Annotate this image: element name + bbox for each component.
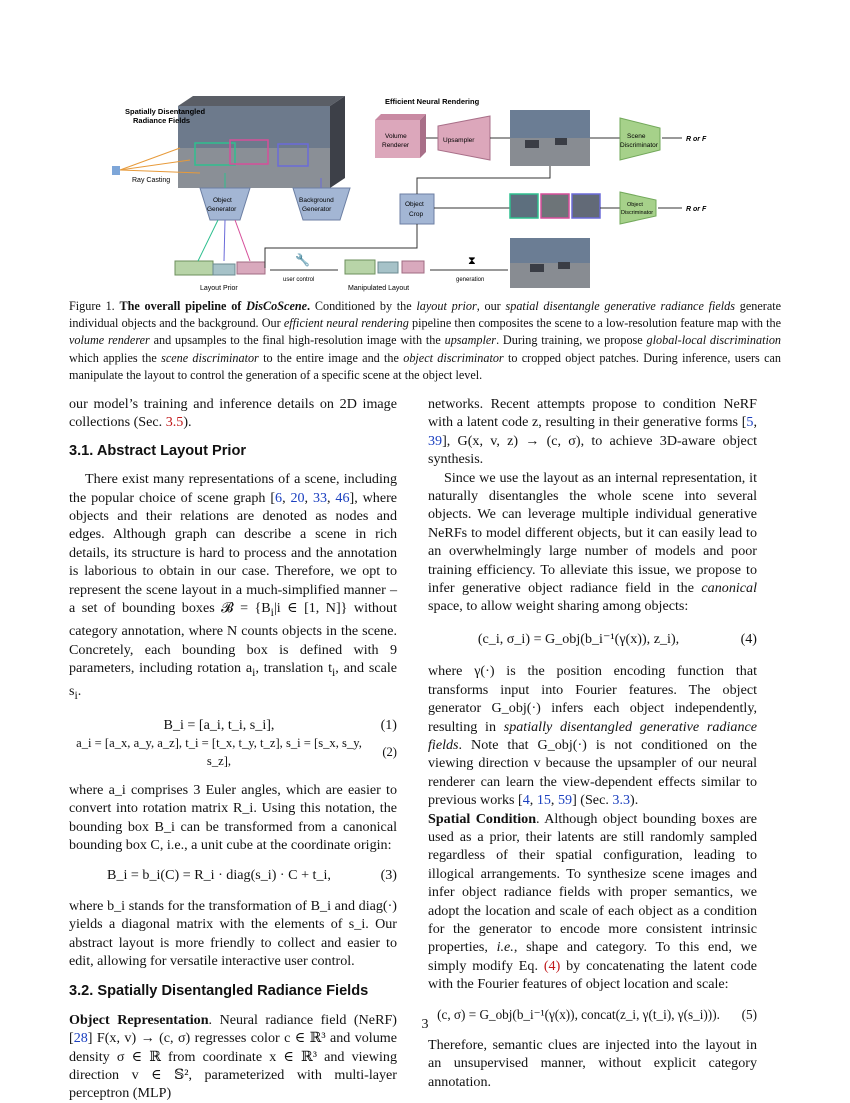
upsampler-label: Upsampler xyxy=(443,137,475,144)
volume-renderer-label-1: Volume xyxy=(385,133,407,140)
scene-disc-label-1: Scene xyxy=(627,133,646,140)
caption-emph: layout prior xyxy=(416,299,477,313)
caption-text: pipeline then composites the scene to a low-resolution feature map with the xyxy=(412,316,782,331)
wrench-icon: 🔧 xyxy=(295,253,310,267)
text: |i ∈ [1, N]} without category annotation, where N counts objects in the scene. Concretely, each bounding box is defined with 9 parameters, including rotation a xyxy=(69,600,397,677)
emphasis: i.e. xyxy=(496,939,514,956)
section-ref-link[interactable]: 3.5 xyxy=(165,414,184,431)
paragraph: There exist many representations of a scene, including the popular choice of scene graph [6, 20, 33, 46], where objects and their relations are denoted as nodes and edges. Although graph can describe a scene in rich details, its structure is hard to process and the annotation is laborious to obtain in our case. Therefore, we opt to represent the scene layout in a much-simplified manner – a set of bounding boxes 𝓑 = {$B_i|i$ ∈ [1, N]} without category annotation, where N counts objects in the scene. Concretely, each bounding box is defined with 9 parameters, including rotation $a_i$, translation $t_i$, and scale $s_i$. xyxy=(69,471,398,703)
user-control-label: user control xyxy=(283,277,315,283)
equation-number: (2) xyxy=(382,745,397,760)
caption-text: . During training, we propose xyxy=(496,333,643,348)
caption-text: to the entire image and the xyxy=(263,350,399,365)
caption-text: Conditioned by the xyxy=(314,299,412,313)
equation-1 xyxy=(69,716,397,734)
text: , translation t xyxy=(255,660,333,677)
citation-link[interactable]: 46 xyxy=(335,489,350,506)
caption-emph: spatial disentangle generative radiance fields xyxy=(505,299,736,313)
text: . Neural radiance field (NeRF) [ xyxy=(69,1011,397,1047)
equation-number: (5) xyxy=(741,1006,757,1022)
text: ). xyxy=(183,414,192,431)
object-disc-label-1: Object xyxy=(627,202,643,208)
object-generator-block xyxy=(200,188,250,220)
object-gen-label-2: Generator xyxy=(207,206,237,213)
citation-link[interactable]: 15 xyxy=(536,792,551,809)
hourglass-icon: ⧗ xyxy=(468,255,476,267)
upsampler-block xyxy=(438,116,490,160)
text: ] F(x, v) → (c, σ) regresses color c ∈ ℝ³ and volume density σ ∈ ℝ from coordinate x ∈ ℝ³ and viewing direction v ∈ 𝕊², parameterized with multi-layer perceptron (MLP) xyxy=(69,1030,397,1102)
equation-number: (4) xyxy=(740,630,757,647)
bg-gen-label-1: Background xyxy=(299,197,334,204)
object-crop-label-1: Object xyxy=(405,201,424,208)
page-number: 3 xyxy=(421,1017,429,1032)
text: by concatenating the latent code with the Fourier features of object location and scale: xyxy=(428,957,758,993)
caption-text: generate individual objects and the background. Our xyxy=(69,299,782,331)
section-ref-link[interactable]: 3.3 xyxy=(612,792,631,809)
object-crop-label-2: Crop xyxy=(409,211,424,218)
text: ], where objects and their relations are denoted as nodes and edges. Although graph can describe a scene in rich details, its structure is hard to process and the annotation is laborious to obtain in our case. Therefore, we opt to represent the scene layout in a much-simplified manner – a set of bounding boxes 𝓑 = {B xyxy=(69,489,398,617)
paragraph: where γ(·) is the position encoding function that transforms input into Fourier features. The object generator G_obj(·) infers each object independently, resulting in spatially disentangled generative radiance fields. Note that G_obj(·) is not conditioned on the viewing direction v because the upsampler of our neural renderer can learn the view-dependent effects similar to previous works [4, 15, 59] (Sec. 3.3). xyxy=(428,663,757,809)
equation-body: B_i = b_i(C) = R_i · diag(s_i) · C + t_i, xyxy=(107,867,331,884)
object-discriminator-block xyxy=(620,192,656,224)
text: our model’s training and inference details on 2D image collections (Sec. xyxy=(69,396,397,431)
object-gen-label-1: Object xyxy=(213,197,232,204)
bg-gen-label-2: Generator xyxy=(302,206,332,213)
radiance-title-line1: Spatially Disentangled xyxy=(125,107,206,116)
background-generator-block xyxy=(293,188,350,220)
object-crops xyxy=(510,194,600,218)
radiance-title-line2: Radiance Fields xyxy=(133,116,191,125)
right-column xyxy=(428,395,757,1091)
section-heading: 3.2. Spatially Disentangled Radiance Fields xyxy=(69,983,369,1000)
paragraph: where b_i stands for the transformation of B_i and diag(·) yields a diagonal matrix with the elements of s_i. Our abstract layout is more friendly to collect and easier to edit, allowing for versatile interactive user control. xyxy=(69,897,397,969)
citation-link[interactable]: 39 xyxy=(428,432,443,449)
pipeline-figure xyxy=(100,88,750,298)
left-column xyxy=(69,395,397,1103)
equation-4 xyxy=(428,630,757,648)
text: ] (Sec. xyxy=(572,792,609,809)
layout-prior-boxes xyxy=(175,261,265,275)
r-or-f-scene: R or F xyxy=(686,136,707,143)
equation-number: (3) xyxy=(380,867,397,884)
caption-text: and upsamples to the final high-resolution image with the xyxy=(153,333,441,348)
caption-emph: efficient neural rendering xyxy=(283,316,409,331)
paragraph xyxy=(428,810,757,994)
generation-label: generation xyxy=(456,277,485,283)
text: There exist many representations of a scene, including the popular choice of scene graph [ xyxy=(69,471,397,506)
text: networks. Recent attempts propose to condition NeRF with a latent code z, resulting in their generative forms [ xyxy=(428,396,757,431)
scene-disc-label-2: Discriminator xyxy=(620,142,658,149)
emphasis: spatially disentangled generative radiance fields xyxy=(428,718,757,753)
paragraph xyxy=(69,395,397,432)
caption-emph: global-local discrimination xyxy=(646,333,782,348)
caption-label: Figure 1. xyxy=(69,299,115,313)
caption-emph: object discriminator xyxy=(403,350,504,365)
emphasis: canonical xyxy=(701,580,757,597)
equation-body: (c, σ) = G_obj(b_i⁻¹(γ(x)), concat(z_i, γ(t_i), γ(s_i))). xyxy=(437,1006,720,1022)
text: where γ(·) is the position encoding function that transforms input into Fourier features. The object generator G_obj(·) infers each object independently, resulting in xyxy=(428,663,757,735)
text: ], G(x, v, z) → (c, σ), to achieve 3D-aware object synthesis. xyxy=(428,432,757,468)
equation-body: B_i = [a_i, t_i, s_i], xyxy=(163,716,275,733)
run-in-heading: Spatial Condition xyxy=(428,810,537,827)
paragraph: networks. Recent attempts propose to condition NeRF with a latent code z, resulting in their generative forms [5, 39], G(x, v, z) → (c, σ), to achieve 3D-aware object synthesis. xyxy=(428,396,757,468)
equation-ref-link[interactable]: (4) xyxy=(543,957,561,974)
arrow xyxy=(417,166,550,194)
citation-link[interactable]: 20 xyxy=(290,489,305,506)
equation-2 xyxy=(69,734,397,771)
volume-renderer-label-2: Renderer xyxy=(382,142,410,149)
caption-title: The overall pipeline of xyxy=(119,299,242,313)
text: . Although object bounding boxes are used as a prior, their latents are still randomly sampled regardless of their spatial configuration, leading to illogical arrangements. To synthesize scene images and infer object radiance fields with proper semantics, we adopt the location and scale of each object as a condition for the generator to encode more consistent intrinsic properties, xyxy=(428,810,757,956)
figure-heading: Efficient Neural Rendering xyxy=(385,97,480,106)
manipulated-layout-label: Manipulated Layout xyxy=(348,285,410,292)
equation-body: a_i = [a_x, a_y, a_z], t_i = [t_x, t_y, t_z], s_i = [s_x, s_y, s_z], xyxy=(76,735,362,769)
caption-emph: upsampler xyxy=(444,333,497,348)
volume-renderer-block xyxy=(375,114,426,158)
citation-link[interactable]: 59 xyxy=(557,792,573,809)
generated-scene-image xyxy=(510,238,590,288)
text: , and scale s xyxy=(69,660,397,700)
section-heading: 3.1. Abstract Layout Prior xyxy=(69,442,247,459)
text: Since we use the layout as an internal representation, it naturally disentangles the whole scene into several objects. We can leverage multiple individual generative NeRFs to model different objects, but it can easily lead to an overwhelmingly large number of models and poor training efficiency. To alleviate this issue, we propose to infer generative object radiance field in the xyxy=(428,469,757,597)
equation-body: (c_i, σ_i) = G_obj(b_i⁻¹(γ(x)), z_i), xyxy=(477,630,680,647)
text: . xyxy=(77,683,82,700)
caption-text: , our xyxy=(476,299,501,313)
figure-caption: Figure 1. The overall pipeline of DisCoScene. Conditioned by the layout prior, our spatial disentangle generative radiance fields generate individual objects and the background. Our efficient neural rendering pipeline then composites the scene to a low-resolution feature map with the volume renderer and upsamples to the final high-resolution image with the upsampler. During training, we propose global-local discrimination which applies the scene discriminator to the entire image and the object discriminator to cropped object patches. During inference, users can manipulate the layout to control the generation of a specific scene at the object level. xyxy=(69,299,782,382)
rendered-scene-image xyxy=(510,110,590,166)
text: space, to allow weight sharing among objects: xyxy=(428,598,689,615)
text: , shape and category. To this end, we simply modify Eq. xyxy=(428,939,757,974)
citation-link[interactable]: 33 xyxy=(312,489,328,506)
citation-link[interactable]: 5 xyxy=(746,414,754,431)
equation-3 xyxy=(69,866,397,884)
caption-name: DisCoScene xyxy=(246,299,308,313)
caption-text: which applies the xyxy=(69,350,157,365)
caption-text: to cropped object patches. During inference, users can manipulate the layout to control the generation of a specific scene at the object level. xyxy=(69,350,781,382)
equation-number: (1) xyxy=(380,716,397,733)
layout-prior-label: Layout Prior xyxy=(200,285,238,292)
text: . Note that G_obj(·) is not conditioned on the viewing direction v because the upsampler of our neural renderer can learn the view-dependent effects similar to previous works [ xyxy=(428,736,757,809)
paragraph: Therefore, semantic clues are injected into the layout in an unsupervised manner, without explicit category annotation. xyxy=(428,1037,757,1090)
scene-discriminator-block xyxy=(620,118,660,160)
text: ). xyxy=(630,792,639,809)
citation-link[interactable]: 6 xyxy=(275,489,283,506)
ray-casting-label: Ray Casting xyxy=(132,177,171,184)
object-crop-block xyxy=(400,194,434,224)
citation-link[interactable]: 4 xyxy=(522,792,530,809)
r-or-f-object: R or F xyxy=(686,206,707,213)
paragraph xyxy=(428,469,757,616)
manipulated-layout-boxes xyxy=(345,260,424,274)
caption-emph: volume renderer xyxy=(69,333,150,348)
run-in-heading: Object Representation xyxy=(69,1011,209,1028)
citation-link[interactable]: 28 xyxy=(73,1030,88,1047)
object-disc-label-2: Discriminator xyxy=(621,210,654,216)
paragraph: where a_i comprises 3 Euler angles, which are easier to convert into rotation matrix R_i. Using this notation, the bounding box B_i can be transformed from a canonical bounding box C, i.e., a unit cube at the coordinate origin: xyxy=(69,781,397,853)
caption-emph: scene discriminator xyxy=(161,350,259,365)
